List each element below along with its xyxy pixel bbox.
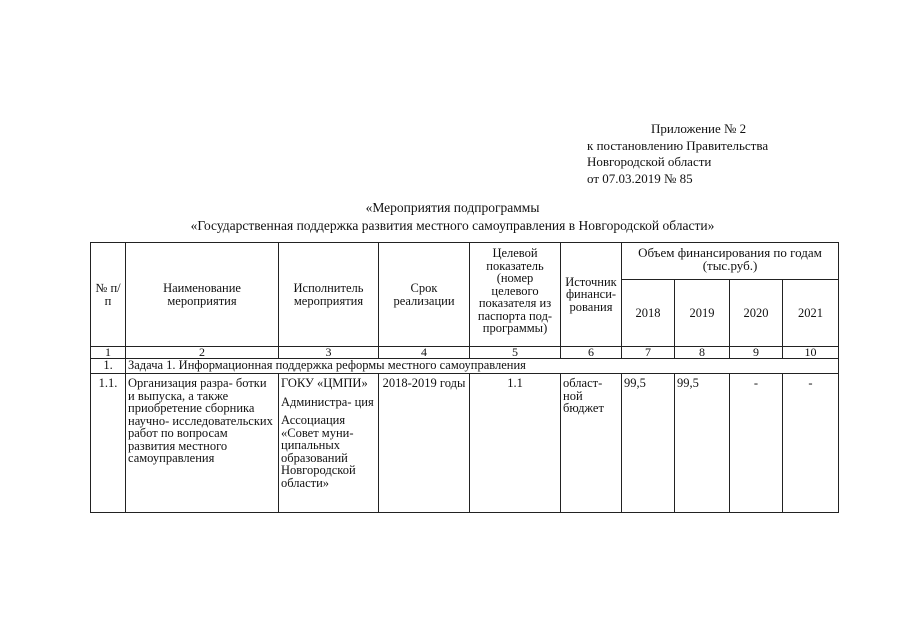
header-num: № п/п [91,243,126,347]
row-2018: 99,5 [622,374,675,513]
appendix-date: от 07.03.2019 № 85 [587,170,693,186]
task-row [91,359,839,374]
appendix-line: Новгородской области [587,154,712,169]
col-number: 9 [730,347,783,359]
header-target: Целевой показатель (номер целевого показателя из паспорта под- программы) [470,243,561,347]
row-2021: - [783,374,839,513]
col-number: 1 [91,347,126,359]
row-term: 2018-2019 годы [379,374,470,513]
col-number: 7 [622,347,675,359]
document-subtitle: «Государственная поддержка развития местного самоуправления в Новгородской области» [190,218,715,233]
task-text: Задача 1. Информационная поддержка реформы местного самоуправления [126,359,839,374]
header-year: 2019 [675,280,730,347]
row-2019: 99,5 [675,374,730,513]
col-number: 6 [561,347,622,359]
col-number: 4 [379,347,470,359]
col-number: 2 [126,347,279,359]
task-num: 1. [91,359,126,374]
col-number: 5 [470,347,561,359]
executor-item: Администра- ция [281,394,374,409]
appendix-line: к постановлению Правительства [587,137,769,153]
table-row [91,374,839,513]
col-number: 8 [675,347,730,359]
header-name: Наименование мероприятия [126,243,279,347]
header-executor: Исполнитель мероприятия [279,243,379,347]
row-executors [279,374,379,513]
header-funding: Объем финансирования по годам (тыс.руб.) [622,243,839,280]
header-year: 2018 [622,280,675,347]
header-year: 2020 [730,280,783,347]
header-term: Срок реализации [379,243,470,347]
header-source: Источник финанси- рования [561,243,622,347]
row-num: 1.1. [91,374,126,513]
measures-table [90,242,839,513]
header-year: 2021 [783,280,839,347]
row-source: област- ной бюджет [561,374,622,513]
appendix-block [587,121,768,187]
executor-item: Ассоциация «Совет муни- ципальных образований Новгородской области» [281,413,356,490]
row-name: Организация разра- ботки и выпуска, а также приобретение сборника научно- исследовательских работ по вопросам развития местного самоуправления [126,374,279,513]
col-number: 3 [279,347,379,359]
document-title: «Мероприятия подпрограммы [365,200,540,215]
executor-item: ГОКУ «ЦМПИ» [281,376,368,390]
col-number: 10 [783,347,839,359]
row-target: 1.1 [470,374,561,513]
row-2020: - [730,374,783,513]
appendix-title: Приложение № 2 [651,121,747,136]
